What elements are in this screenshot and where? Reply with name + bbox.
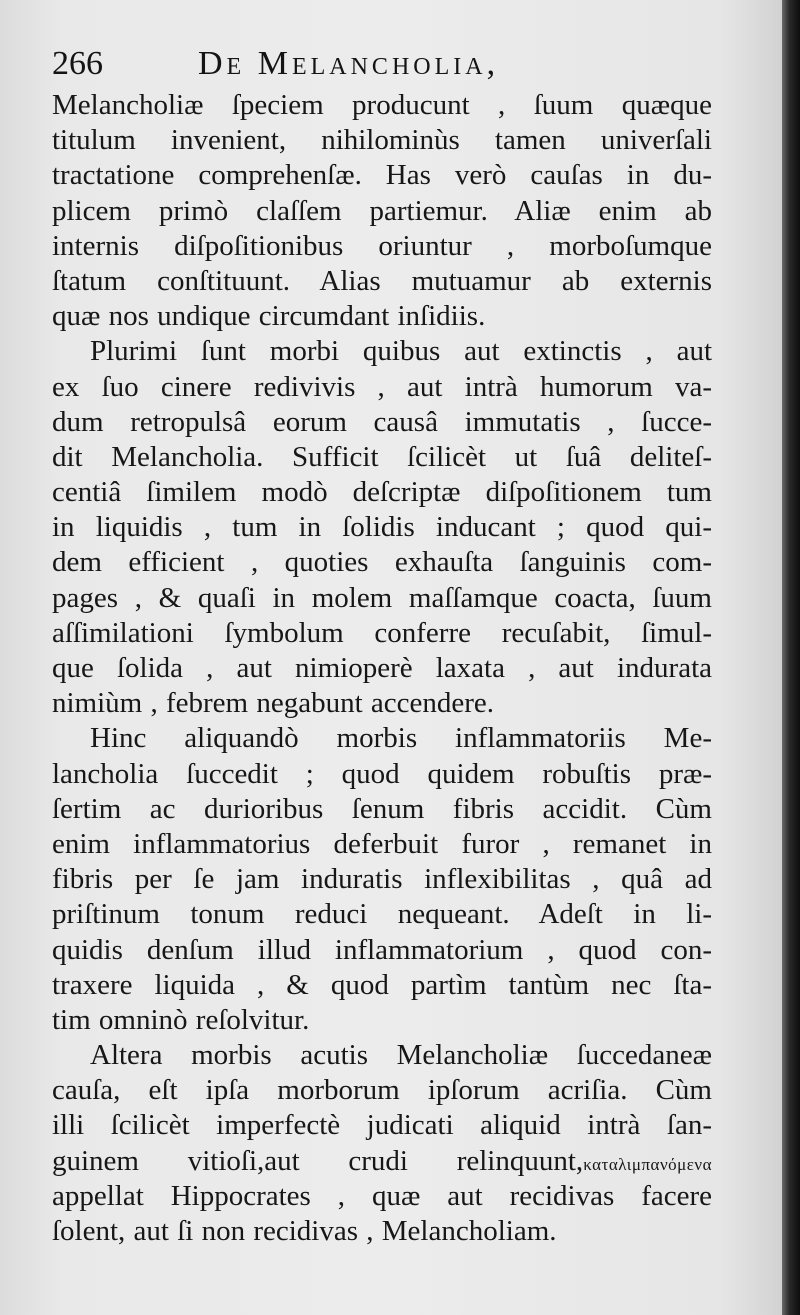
text-line: Altera morbis acutis Melancholiæ ſuccedaneæ: [90, 1039, 712, 1072]
text-line: Hinc aliquandò morbis inflammatoriis Me-: [90, 722, 712, 755]
text-line: titulum invenient, nihilominùs tamen univerſali: [52, 124, 712, 157]
text-line: quidis denſum illud inflammatorium , quod con-: [52, 933, 712, 966]
text-line: traxere liquida , & quod partìm tantùm nec ſta-: [52, 968, 712, 1001]
text-line: ſolent, aut ſi non recidivas , Melancholiam.: [52, 1215, 557, 1247]
text-line: dum retropulsâ eorum causâ immutatis , ſucce-: [52, 405, 712, 438]
text-line: pages , & quaſi in molem maſſamque coacta, ſuum: [52, 581, 712, 614]
text-line: plicem primò claſſem partiemur. Aliæ enim ab: [52, 194, 712, 227]
text-line: centiâ ſimilem modò deſcriptæ diſpoſitionem tum: [52, 476, 712, 509]
text-line: quæ nos undique circumdant inſidiis.: [52, 300, 486, 333]
text-line: Plurimi ſunt morbi quibus aut extinctis , aut: [90, 335, 712, 368]
text-line: nimiùm , febrem negabunt accendere.: [52, 687, 495, 720]
text-line: ſtatum conſtituunt. Alias mutuamur ab externis: [52, 264, 712, 297]
text-line: ex ſuo cinere redivivis , aut intrà humorum va-: [52, 370, 712, 403]
text-line: ſertim ac durioribus ſenum fibris accidit. Cùm: [52, 792, 712, 825]
page-number: 266: [52, 45, 103, 82]
text-line: Melancholiæ ſpeciem producunt , ſuum quæque: [52, 89, 712, 121]
text-line-with-greek: [52, 1144, 712, 1179]
paragraph-1: [52, 88, 712, 334]
text-line: illi ſcilicèt imperfectè judicati aliquid intrà ſan-: [52, 1109, 712, 1142]
text-line: tractatione comprehenſæ. Has verò cauſas in du-: [52, 159, 712, 192]
text-line: appellat Hippocrates , quæ aut recidivas facere: [52, 1179, 712, 1212]
paragraph-4: [52, 1038, 712, 1249]
text-line: cauſa, eſt ipſa morborum ipſorum acriſia. Cùm: [52, 1074, 712, 1107]
text-line: tim omninò reſolvitur.: [52, 1003, 310, 1036]
text-line: aſſimilationi ſymbolum conferre recuſabit, ſimul-: [52, 616, 712, 649]
text-line: in liquidis , tum in ſolidis inducant ; quod qui-: [52, 511, 712, 544]
book-edge-shadow: [782, 0, 800, 1315]
running-title: De Melancholia,: [198, 45, 500, 82]
text-line: dit Melancholia. Sufficit ſcilicèt ut ſuâ deliteſ-: [52, 440, 712, 473]
text-line: internis diſpoſitionibus oriuntur , morboſumque: [52, 229, 712, 262]
text-line: dem efficient , quoties exhauſta ſanguinis com-: [52, 546, 712, 579]
greek-word: καταλιμπανόμενα: [583, 1154, 712, 1174]
text-line: fibris per ſe jam induratis inflexibilitas , quâ ad: [52, 863, 712, 896]
text-segment: guinem vitioſi,aut crudi relinquunt,: [52, 1144, 584, 1177]
text-line: lancholia ſuccedit ; quod quidem robuſtis præ-: [52, 757, 712, 790]
body-text: [52, 88, 712, 1249]
text-line: priſtinum tonum reduci nequeant. Adeſt in li-: [52, 898, 712, 931]
text-line: que ſolida , aut nimioperè laxata , aut indurata: [52, 652, 712, 684]
paragraph-3: [52, 721, 712, 1038]
text-line: enim inflammatorius deferbuit furor , remanet in: [52, 827, 712, 860]
paragraph-2: [52, 334, 712, 721]
page-header: [52, 42, 712, 86]
